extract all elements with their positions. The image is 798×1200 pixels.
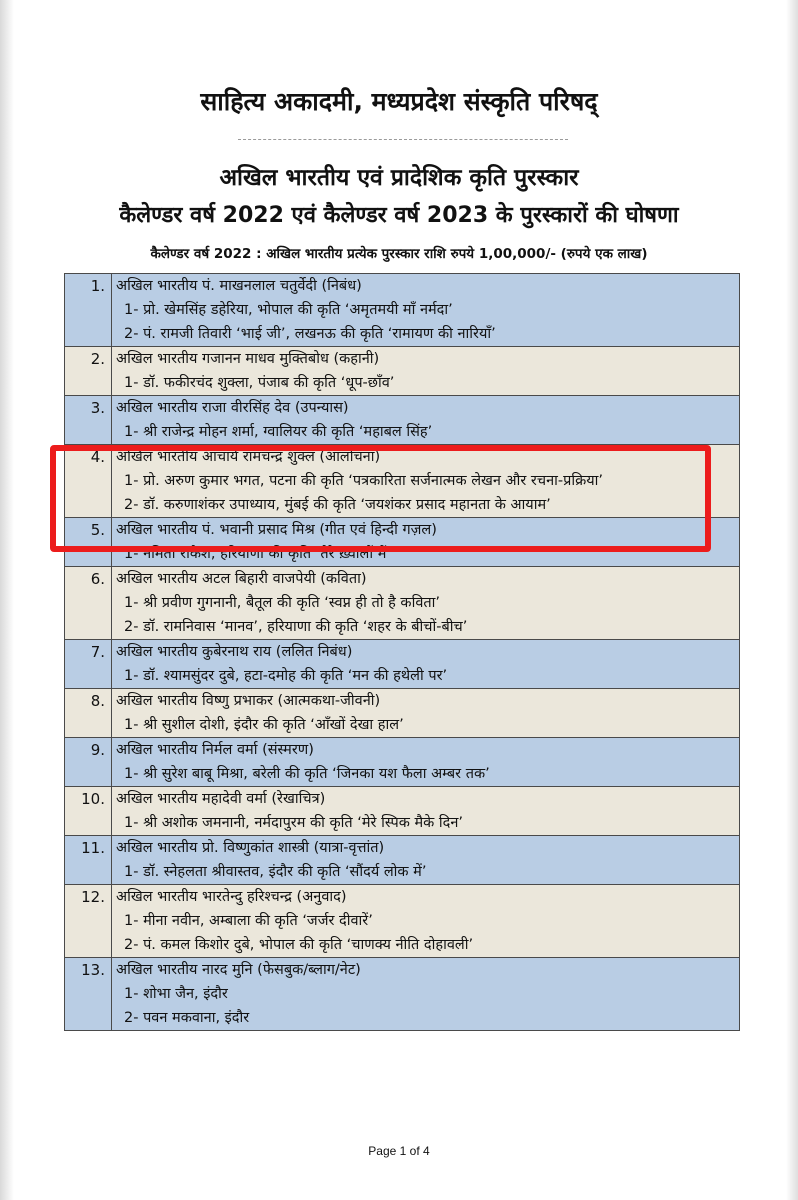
award-number: 12.: [65, 885, 112, 958]
document-title: अखिल भारतीय एवं प्रादेशिक कृति पुरस्कार: [219, 165, 579, 191]
award-title: अखिल भारतीय राजा वीरसिंह देव (उपन्यास): [116, 400, 349, 416]
separator-line: [238, 139, 568, 140]
award-cell: [112, 689, 740, 738]
award-title: अखिल भारतीय महादेवी वर्मा (रेखाचित्र): [116, 791, 326, 807]
table-row: [65, 347, 740, 396]
award-number: 2.: [65, 347, 112, 396]
section-heading: कैलेण्डर वर्ष 2022 : अखिल भारतीय प्रत्येक पुरस्कार राशि रुपये 1,00,000/- (रुपये एक लाख): [150, 246, 648, 262]
award-number: 1.: [65, 274, 112, 347]
award-cell: [112, 958, 740, 1031]
award-number: 10.: [65, 787, 112, 836]
table-row: [65, 836, 740, 885]
award-cell: [112, 640, 740, 689]
table-row: [65, 958, 740, 1031]
award-number: 6.: [65, 567, 112, 640]
award-title: अखिल भारतीय पं. माखनलाल चतुर्वेदी (निबंध): [116, 278, 362, 294]
table-row: [65, 787, 740, 836]
award-cell: [112, 567, 740, 640]
award-number: 4.: [65, 445, 112, 518]
award-entry: 1- प्रो. अरुण कुमार भगत, पटना की कृति ‘पत्रकारिता सर्जनात्मक लेखन और रचना-प्रक्रिया’: [124, 473, 604, 489]
awards-table: [64, 273, 740, 1031]
award-cell: [112, 274, 740, 347]
award-title: अखिल भारतीय कुबेरनाथ राय (ललित निबंध): [116, 644, 353, 660]
award-entry: 1- डॉ. श्यामसुंदर दुबे, हटा-दमोह की कृति ‘मन की हथेली पर’: [124, 668, 448, 684]
award-number: 5.: [65, 518, 112, 567]
award-title: अखिल भारतीय भारतेन्दु हरिश्चन्द्र (अनुवाद): [116, 889, 347, 905]
award-number: 3.: [65, 396, 112, 445]
award-number: 11.: [65, 836, 112, 885]
table-row: [65, 396, 740, 445]
award-cell: [112, 787, 740, 836]
award-cell: [112, 347, 740, 396]
table-row: [65, 689, 740, 738]
award-number: 9.: [65, 738, 112, 787]
award-title: अखिल भारतीय आचार्य रामचन्द्र शुक्ल (आलोचना): [116, 449, 381, 465]
award-entry: 1- नमिता राकेश, हरियाणा की कृति ‘तेरे ख़्वालों में’: [124, 546, 391, 562]
award-cell: [112, 885, 740, 958]
award-entry: 1- श्री राजेन्द्र मोहन शर्मा, ग्वालियर की कृति ‘महाबल सिंह’: [124, 424, 433, 440]
page-number: Page 1 of 4: [368, 1144, 430, 1158]
award-cell: [112, 396, 740, 445]
table-row: [65, 567, 740, 640]
document-subtitle: कैलेण्डर वर्ष 2022 एवं कैलेण्डर वर्ष 2023 के पुरस्कारों की घोषणा: [119, 203, 679, 228]
award-entry: 1- श्री प्रवीण गुगनानी, बैतूल की कृति ‘स्वप्न ही तो है कविता’: [124, 595, 441, 611]
award-title: अखिल भारतीय गजानन माधव मुक्तिबोध (कहानी): [116, 351, 380, 367]
highlight-box: [50, 445, 711, 552]
table-row: [65, 885, 740, 958]
award-title: अखिल भारतीय विष्णु प्रभाकर (आत्मकथा-जीवनी): [116, 693, 381, 709]
award-number: 7.: [65, 640, 112, 689]
award-entry: 2- पं. कमल किशोर दुबे, भोपाल की कृति ‘चाणक्य नीति दोहावली’: [124, 937, 474, 953]
award-entry: 1- प्रो. खेमसिंह डहेरिया, भोपाल की कृति ‘अमृतमयी माँ नर्मदा’: [124, 302, 453, 318]
table-row: [65, 640, 740, 689]
award-entry: 2- डॉ. रामनिवास ‘मानव’, हरियाणा की कृति ‘शहर के बीचों-बीच’: [124, 619, 468, 635]
award-cell: [112, 836, 740, 885]
award-entry: 1- श्री अशोक जमनानी, नर्मदापुरम की कृति ‘मेरे स्पिक मैके दिन’: [124, 815, 463, 831]
award-title: अखिल भारतीय पं. भवानी प्रसाद मिश्र (गीत एवं हिन्दी गज़ल): [116, 522, 437, 538]
award-entry: 2- डॉ. करुणाशंकर उपाध्याय, मुंबई की कृति ‘जयशंकर प्रसाद महानता के आयाम’: [124, 497, 551, 513]
award-entry: 1- डॉ. फकीरचंद शुक्ला, पंजाब की कृति ‘धूप-छाँव’: [124, 375, 395, 391]
award-title: अखिल भारतीय निर्मल वर्मा (संस्मरण): [116, 742, 314, 758]
award-number: 8.: [65, 689, 112, 738]
organization-heading: साहित्य अकादमी, मध्यप्रदेश संस्कृति परिषद्: [200, 87, 598, 116]
award-title: अखिल भारतीय नारद मुनि (फेसबुक/ब्लाग/नेट): [116, 962, 361, 978]
award-entry: 1- शोभा जैन, इंदौर: [124, 986, 228, 1002]
award-entry: 1- श्री सुशील दोशी, इंदौर की कृति ‘आँखों देखा हाल’: [124, 717, 404, 733]
award-number: 13.: [65, 958, 112, 1031]
table-row: [65, 274, 740, 347]
award-entry: 2- पं. रामजी तिवारी ‘भाई जी’, लखनऊ की कृति ‘रामायण की नारियाँ’: [124, 326, 496, 342]
table-row: [65, 738, 740, 787]
award-cell: [112, 738, 740, 787]
award-entry: 2- पवन मकवाना, इंदौर: [124, 1010, 250, 1026]
award-title: अखिल भारतीय प्रो. विष्णुकांत शास्त्री (यात्रा-वृत्तांत): [116, 840, 385, 856]
award-title: अखिल भारतीय अटल बिहारी वाजपेयी (कविता): [116, 571, 367, 587]
award-entry: 1- डॉ. स्नेहलता श्रीवास्तव, इंदौर की कृति ‘सौंदर्य लोक में’: [124, 864, 427, 880]
award-entry: 1- श्री सुरेश बाबू मिश्रा, बरेली की कृति ‘जिनका यश फैला अम्बर तक’: [124, 766, 490, 782]
award-entry: 1- मीना नवीन, अम्बाला की कृति ‘जर्जर दीवारें’: [124, 913, 373, 929]
